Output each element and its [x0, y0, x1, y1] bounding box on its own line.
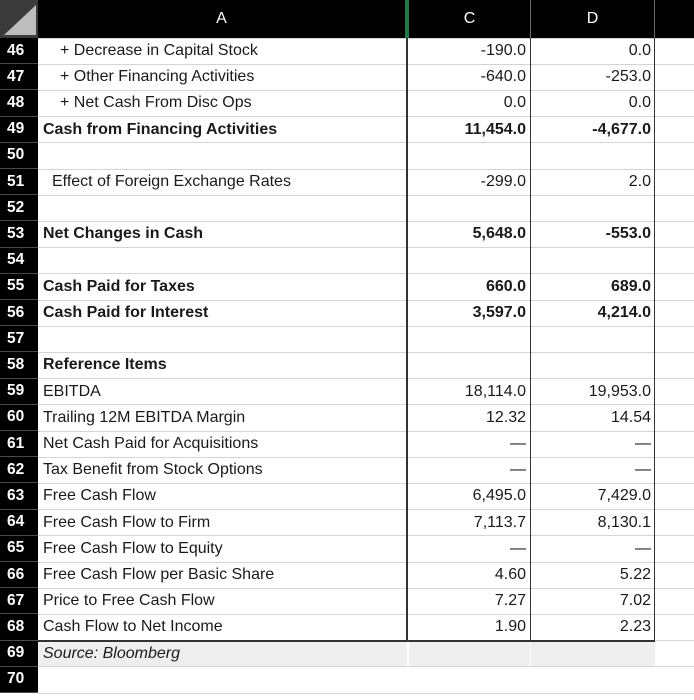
cell-value-d[interactable]: 2.23 [619, 618, 651, 636]
column-header-c[interactable]: C [409, 0, 531, 38]
cell-label[interactable]: Effect of Foreign Exchange Rates [52, 173, 291, 191]
cell-label[interactable]: + Other Financing Activities [60, 68, 255, 86]
cell-value-d[interactable] [531, 195, 655, 221]
cell-value-c[interactable] [409, 326, 530, 352]
row-header[interactable]: 53 [0, 221, 38, 247]
row-header[interactable]: 60 [0, 405, 38, 431]
cell-value-c[interactable]: — [510, 539, 526, 557]
cell-value-d[interactable]: — [635, 539, 651, 557]
cell-label[interactable]: Reference Items [43, 356, 167, 374]
cell-value-c[interactable]: 11,454.0 [464, 120, 526, 138]
cell-label[interactable]: Source: Bloomberg [38, 641, 407, 667]
cell-value-c[interactable]: 7,113.7 [473, 513, 526, 531]
cell-label[interactable]: Trailing 12M EBITDA Margin [43, 408, 246, 426]
cell-label[interactable]: Price to Free Cash Flow [43, 592, 215, 610]
cell-value-d[interactable]: 7,429.0 [597, 487, 651, 505]
cell-label[interactable]: Net Changes in Cash [43, 225, 204, 243]
cell-label[interactable]: Cash Paid for Taxes [43, 277, 195, 295]
cell-value-c[interactable] [409, 195, 530, 221]
cell-value-d[interactable] [531, 326, 655, 352]
cell-value-d[interactable]: — [635, 461, 651, 479]
row-gridline [38, 614, 694, 615]
row-header[interactable]: 62 [0, 457, 38, 483]
cell-label[interactable] [38, 143, 407, 169]
row-header[interactable]: 47 [0, 64, 38, 90]
row-gridline [38, 431, 694, 432]
cell-label[interactable]: + Decrease in Capital Stock [60, 42, 258, 60]
row-gridline [38, 195, 694, 196]
row-gridline [38, 562, 694, 563]
row-gridline [38, 169, 694, 170]
row-gridline [38, 378, 694, 379]
cell-value-c[interactable]: -640.0 [480, 68, 526, 86]
cell-value-d[interactable]: 2.0 [628, 173, 651, 191]
cell-value-d[interactable]: 14.54 [610, 408, 651, 426]
cell-label[interactable] [38, 667, 407, 693]
cell-label[interactable]: Net Cash Paid for Acquisitions [43, 435, 259, 453]
cell-value-d[interactable]: 689.0 [610, 277, 651, 295]
cell-label[interactable] [38, 326, 407, 352]
select-all-triangle-icon [4, 5, 36, 35]
cell-value-d[interactable]: 4,214.0 [597, 304, 651, 322]
cell-value-c[interactable] [409, 248, 530, 274]
cell-value-c[interactable]: — [510, 435, 526, 453]
cell-value-d[interactable]: -253.0 [605, 68, 651, 86]
row-header[interactable]: 67 [0, 588, 38, 614]
cell-value-d[interactable] [531, 352, 655, 378]
row-header[interactable]: 56 [0, 300, 38, 326]
row-header[interactable]: 46 [0, 38, 38, 64]
cell-value-d[interactable] [531, 641, 655, 667]
cell-value-d[interactable] [531, 143, 655, 169]
cell-value-d[interactable]: 0.0 [628, 42, 651, 60]
row-header[interactable]: 54 [0, 248, 38, 274]
table-bottom-border [38, 640, 655, 642]
column-header-next[interactable] [655, 0, 694, 38]
cell-value-c[interactable] [409, 352, 530, 378]
cell-value-c[interactable]: -299.0 [480, 173, 526, 191]
column-header-d[interactable]: D [531, 0, 655, 38]
cell-label[interactable]: + Net Cash From Disc Ops [60, 94, 252, 112]
cell-value-c[interactable]: 660.0 [485, 277, 526, 295]
row-header[interactable]: 49 [0, 117, 38, 143]
row-gridline [38, 64, 694, 65]
cell-label[interactable] [38, 248, 407, 274]
column-header-a[interactable]: A [38, 0, 406, 38]
row-gridline [38, 142, 694, 143]
row-gridline [38, 457, 694, 458]
row-header[interactable]: 55 [0, 274, 38, 300]
cell-value-d[interactable]: 8,130.1 [597, 513, 651, 531]
row-gridline [38, 247, 694, 248]
cell-value-c[interactable]: 4.60 [494, 566, 526, 584]
cell-value-c[interactable]: 18,114.0 [464, 382, 526, 400]
row-gridline [38, 38, 694, 39]
row-header[interactable]: 61 [0, 431, 38, 457]
cell-value-c[interactable]: -190.0 [480, 42, 526, 60]
cell-value-c[interactable]: 12.32 [485, 408, 526, 426]
cell-value-d[interactable]: 5.22 [619, 566, 651, 584]
cell-value-c[interactable] [409, 667, 530, 693]
cell-label[interactable] [38, 195, 407, 221]
column-border [654, 38, 655, 641]
row-header[interactable]: 52 [0, 195, 38, 221]
column-border [530, 38, 531, 641]
row-header[interactable]: 66 [0, 562, 38, 588]
row-gridline [38, 116, 694, 117]
cell-value-c[interactable] [409, 641, 530, 667]
row-header[interactable]: 48 [0, 90, 38, 116]
cell-value-d[interactable] [531, 667, 655, 693]
cell-value-c[interactable]: 3,597.0 [472, 304, 526, 322]
column-border [406, 38, 408, 641]
cell-value-c[interactable]: 0.0 [503, 94, 526, 112]
cell-label[interactable]: Cash Flow to Net Income [43, 618, 223, 636]
cell-label[interactable]: Free Cash Flow per Basic Share [43, 566, 275, 584]
cell-value-c[interactable]: 1.90 [494, 618, 526, 636]
cell-label[interactable]: Cash from Financing Activities [43, 120, 278, 138]
row-gridline [38, 509, 694, 510]
row-header[interactable]: 64 [0, 510, 38, 536]
cell-value-c[interactable]: 6,495.0 [472, 487, 526, 505]
cell-label[interactable]: EBITDA [43, 382, 101, 400]
row-gridline [38, 535, 694, 536]
row-gridline [38, 483, 694, 484]
row-header[interactable]: 57 [0, 326, 38, 352]
row-header[interactable]: 51 [0, 169, 38, 195]
cell-value-c[interactable]: 7.27 [494, 592, 526, 610]
select-all-corner[interactable] [0, 0, 39, 38]
row-header[interactable]: 69 [0, 641, 38, 667]
cell-value-d[interactable]: 7.02 [619, 592, 651, 610]
row-gridline [38, 588, 694, 589]
cell-value-c[interactable]: 5,648.0 [472, 225, 526, 243]
row-header[interactable]: 70 [0, 667, 38, 693]
row-gridline [38, 352, 694, 353]
row-gridline [38, 404, 694, 405]
cell-value-d[interactable]: -4,677.0 [592, 120, 651, 138]
cell-label[interactable]: Free Cash Flow [43, 487, 156, 505]
cell-value-d[interactable]: -553.0 [605, 225, 651, 243]
row-header[interactable]: 58 [0, 352, 38, 378]
row-header[interactable]: 59 [0, 379, 38, 405]
cell-value-d[interactable]: — [635, 435, 651, 453]
cell-value-d[interactable]: 19,953.0 [588, 382, 651, 400]
cell-value-d[interactable] [531, 248, 655, 274]
row-header[interactable]: 68 [0, 614, 38, 640]
row-gridline [38, 326, 694, 327]
row-gridline [38, 693, 694, 694]
cell-label[interactable]: Tax Benefit from Stock Options [43, 461, 263, 479]
row-header[interactable]: 50 [0, 143, 38, 169]
row-header[interactable]: 63 [0, 483, 38, 509]
cell-label[interactable]: Free Cash Flow to Firm [43, 513, 211, 531]
cell-label[interactable]: Free Cash Flow to Equity [43, 539, 223, 557]
row-gridline [38, 273, 694, 274]
row-gridline [38, 300, 694, 301]
cell-label[interactable]: Cash Paid for Interest [43, 304, 209, 322]
row-header[interactable]: 65 [0, 536, 38, 562]
cell-value-d[interactable]: 0.0 [628, 94, 651, 112]
cell-value-c[interactable] [409, 143, 530, 169]
row-gridline [38, 666, 694, 667]
cell-value-c[interactable]: — [510, 461, 526, 479]
row-gridline [38, 90, 694, 91]
row-gridline [38, 221, 694, 222]
